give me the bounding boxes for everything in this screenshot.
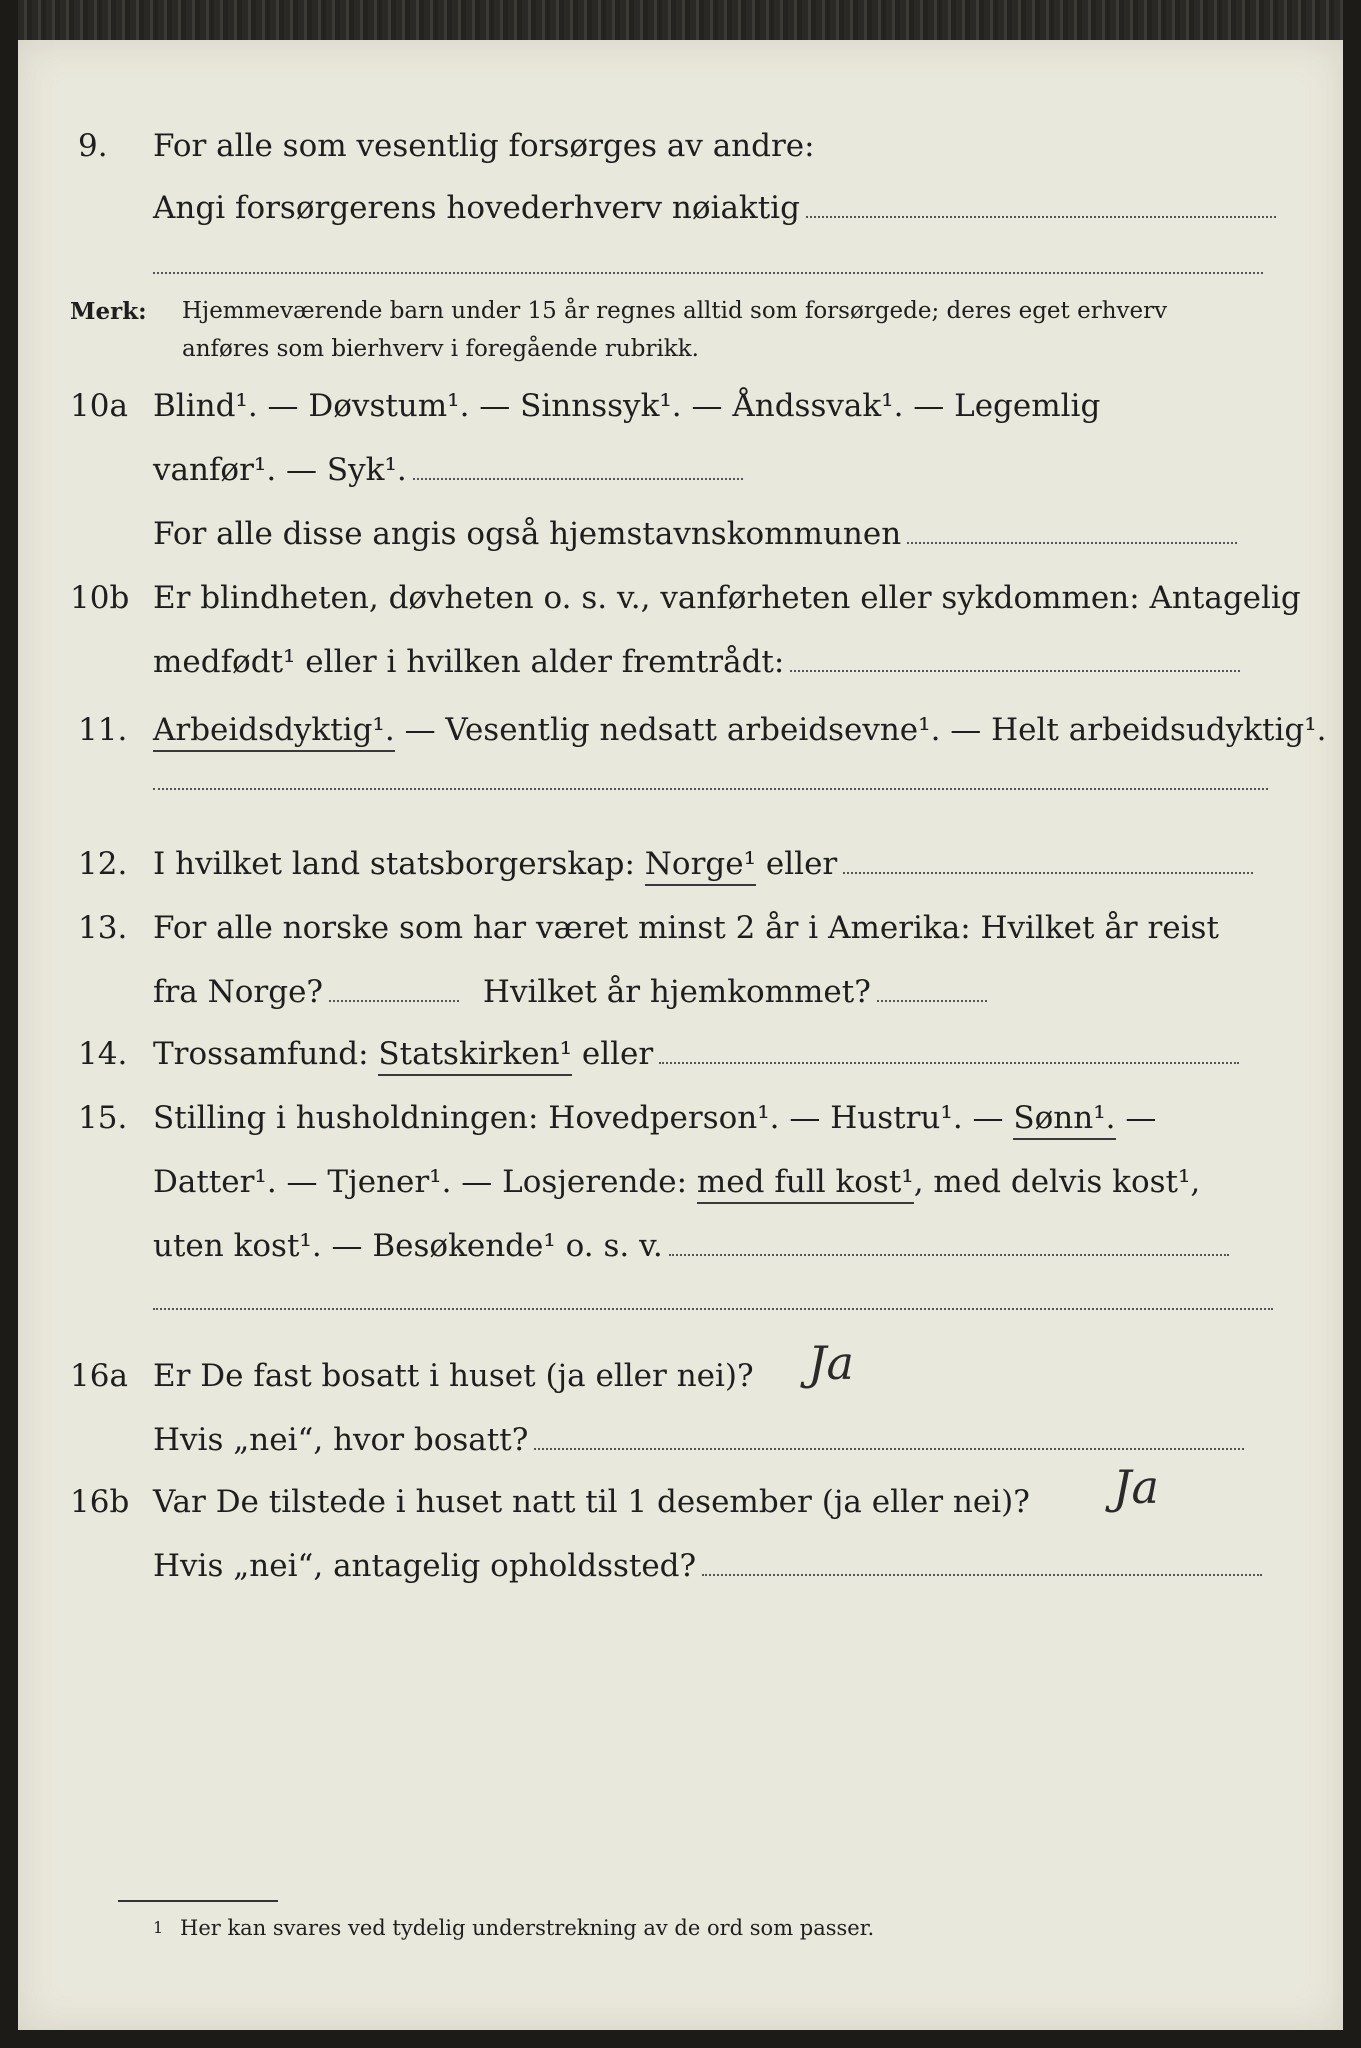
question-text: Blind¹. — Døvstum¹. — Sinnssyk¹. — Åndssvak¹. — Legemlig [153,388,1101,424]
answer-line[interactable] [790,670,1240,672]
question-text: fra Norge? [153,974,324,1010]
footnote-mark: 1 [153,1918,164,1937]
note-text: Hjemmeværende barn under 15 år regnes alltid som forsørgede; deres eget erhverv [182,298,1168,324]
handwritten-answer: Ja [808,1336,854,1390]
question-text: Hvis „nei“, antagelig opholdssted? [153,1548,697,1584]
footnote-text: Her kan svares ved tydelig understrekning av de ord som passer. [180,1916,875,1940]
question-number: 11. [78,712,128,748]
question-text: , med delvis kost¹, [913,1164,1201,1200]
question-text: I hvilket land statsborgerskap: [153,846,635,882]
handwritten-underline-answer: Norge¹ [645,846,756,886]
handwritten-underline-answer: med full kost¹ [697,1164,914,1204]
handwritten-answer: Ja [1113,1460,1159,1514]
question-text: uten kost¹. — Besøkende¹ o. s. v. [153,1228,663,1264]
question-text: Hvilket år hjemkommet? [482,974,871,1010]
question-number: 15. [78,1100,128,1136]
answer-line[interactable] [413,478,743,480]
answer-line[interactable] [659,1062,1239,1064]
question-number: 13. [78,910,128,946]
question-text: eller [581,1036,654,1072]
answer-line[interactable] [153,1308,1273,1310]
answer-line[interactable] [877,1000,987,1002]
note-label: Merk: [70,298,147,325]
census-form-page [18,40,1343,2030]
question-text: — [1125,1100,1157,1136]
answer-line[interactable] [702,1574,1262,1576]
question-text: vanfør¹. — Syk¹. [153,452,407,488]
handwritten-underline-answer: Sønn¹. [1013,1100,1115,1140]
question-text: medfødt¹ eller i hvilken alder fremtrådt: [153,644,785,680]
question-number: 12. [78,846,128,882]
question-text: For alle som vesentlig forsørges av andre: [153,128,815,164]
note-text: anføres som bierhverv i foregående rubrikk. [182,336,699,362]
question-number: 10a [70,388,128,424]
answer-line[interactable] [534,1448,1244,1450]
question-text: Stilling i husholdningen: Hovedperson¹. — Hustru¹. — [153,1100,1004,1136]
question-text: Var De tilstede i huset natt til 1 desember (ja eller nei)? [153,1484,1030,1520]
question-text: Er De fast bosatt i huset (ja eller nei)? [153,1358,754,1394]
question-text: — Vesentlig nedsatt arbeidsevne¹. — Helt arbeidsudyktig¹. [404,712,1327,748]
handwritten-underline-answer: Arbeidsdyktig¹. [153,712,395,752]
answer-line[interactable] [153,788,1268,790]
question-text: Angi forsørgerens hovederhverv nøiaktig [153,190,800,226]
answer-line[interactable] [329,1000,459,1002]
scan-top-edge [18,0,1343,40]
question-text: eller [765,846,838,882]
answer-line[interactable] [669,1254,1229,1256]
answer-line[interactable] [153,272,1263,274]
question-number: 16b [70,1484,130,1520]
question-number: 10b [70,580,130,616]
question-text: For alle norske som har været minst 2 år i Amerika: Hvilket år reist [153,910,1219,946]
question-text: Hvis „nei“, hvor bosatt? [153,1422,529,1458]
question-text: Er blindheten, døvheten o. s. v., vanførheten eller sykdommen: Antagelig [153,580,1301,616]
question-text: Trossamfund: [153,1036,369,1072]
question-number: 9. [78,128,108,164]
answer-line[interactable] [843,872,1253,874]
question-number: 16a [70,1358,128,1394]
footnote-divider [118,1900,278,1902]
handwritten-underline-answer: Statskirken¹ [378,1036,572,1076]
question-text: For alle disse angis også hjemstavnskommunen [153,516,902,552]
answer-line[interactable] [806,216,1276,218]
question-number: 14. [78,1036,128,1072]
question-text: Datter¹. — Tjener¹. — Losjerende: [153,1164,688,1200]
answer-line[interactable] [907,542,1237,544]
